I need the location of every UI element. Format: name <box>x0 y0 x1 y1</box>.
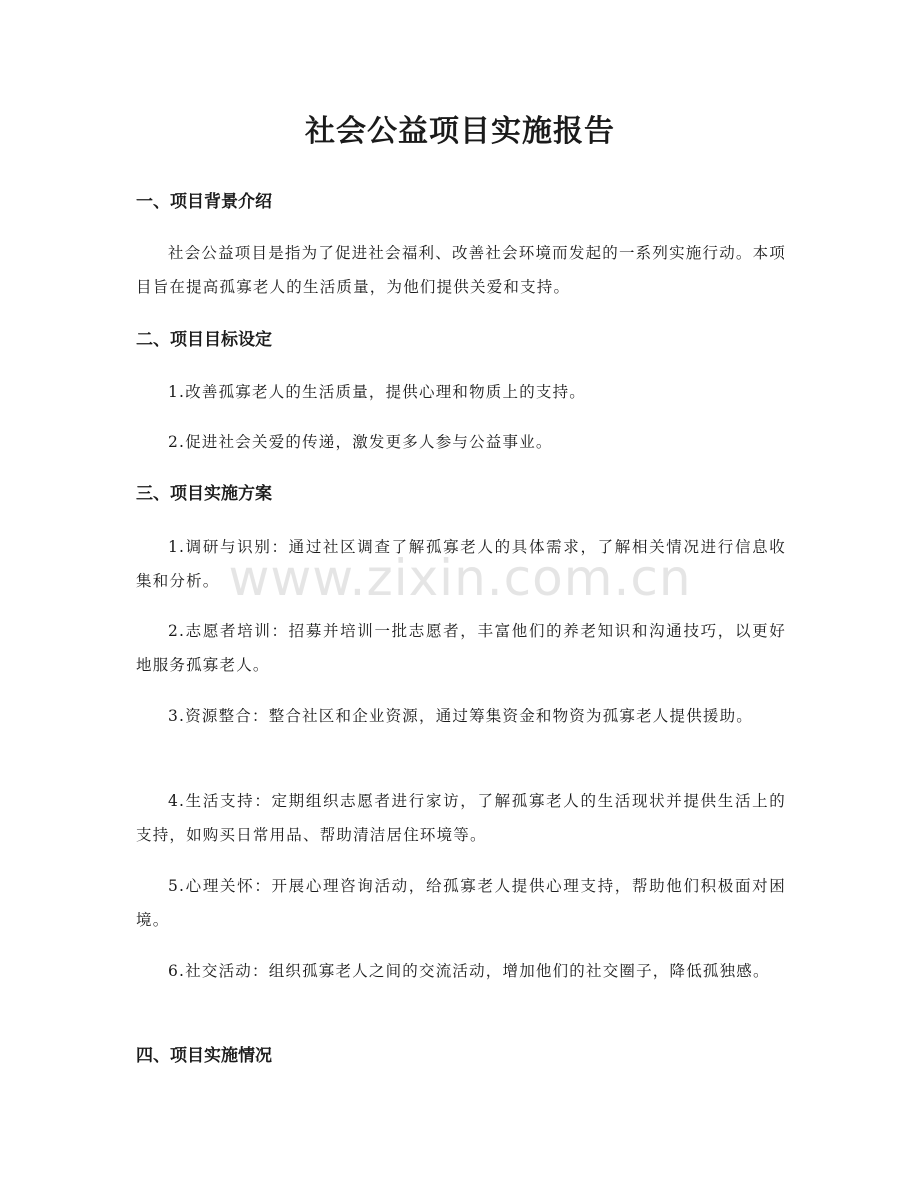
watermark-text: www.zixin.com.cn <box>228 549 692 607</box>
section-heading-plan: 三、项目实施方案 <box>136 484 272 504</box>
paragraph-goal-1: 1.改善孤寡老人的生活质量，提供心理和物质上的支持。 <box>168 383 586 401</box>
section-heading-background: 一、项目背景介绍 <box>136 192 272 212</box>
paragraph-plan-4: 4.生活支持：定期组织志愿者进行家访，了解孤寡老人的生活现状并提供生活上的支持，如购买日常用品、帮助清洁居住环境等。 <box>136 792 786 844</box>
paragraph-plan-5: 5.心理关怀：开展心理咨询活动，给孤寡老人提供心理支持，帮助他们积极面对困境。 <box>136 877 786 929</box>
paragraph-plan-2: 2.志愿者培训：招募并培训一批志愿者，丰富他们的养老知识和沟通技巧，以更好地服务孤寡老人。 <box>136 622 786 674</box>
paragraph-plan-1: 1.调研与识别：通过社区调查了解孤寡老人的具体需求，了解相关情况进行信息收集和分析。 <box>136 538 786 590</box>
section-heading-status: 四、项目实施情况 <box>136 1046 272 1066</box>
paragraph-background: 社会公益项目是指为了促进社会福利、改善社会环境而发起的一系列实施行动。本项目旨在提高孤寡老人的生活质量，为他们提供关爱和支持。 <box>136 244 786 296</box>
paragraph-plan-3: 3.资源整合：整合社区和企业资源，通过筹集资金和物资为孤寡老人提供援助。 <box>168 707 753 725</box>
document-title: 社会公益项目实施报告 <box>305 114 615 149</box>
paragraph-goal-2: 2.促进社会关爱的传递，激发更多人参与公益事业。 <box>168 433 553 451</box>
section-heading-goals: 二、项目目标设定 <box>136 330 272 350</box>
paragraph-plan-6: 6.社交活动：组织孤寡老人之间的交流活动，增加他们的社交圈子，降低孤独感。 <box>168 962 770 980</box>
